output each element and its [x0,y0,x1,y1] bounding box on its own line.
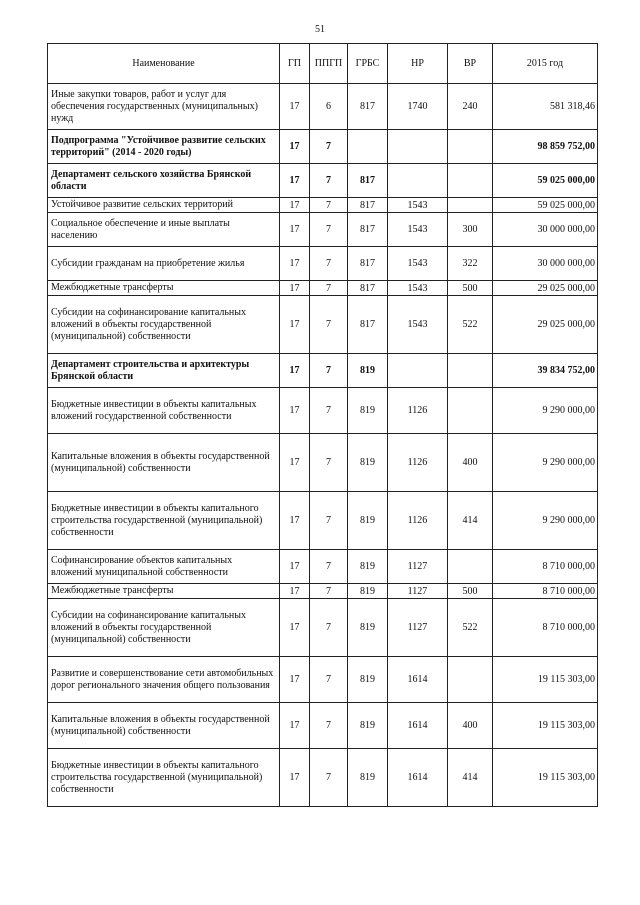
cell-ppgp: 7 [310,599,348,657]
table-header-row [48,44,598,84]
cell-vr: 414 [448,492,493,550]
cell-name: Бюджетные инвестиции в объекты капитального строительства государственной (муниципальной) собственности [48,492,280,550]
cell-amount: 59 025 000,00 [493,198,598,213]
cell-nr: 1740 [388,84,448,130]
cell-ppgp: 7 [310,703,348,749]
cell-nr: 1126 [388,492,448,550]
cell-name: Иные закупки товаров, работ и услуг для обеспечения государственных (муниципальных) нужд [48,84,280,130]
table-row [48,434,598,492]
cell-name: Устойчивое развитие сельских территорий [48,198,280,213]
cell-grbs [348,130,388,164]
cell-ppgp: 7 [310,492,348,550]
cell-vr: 500 [448,281,493,296]
cell-name: Бюджетные инвестиции в объекты капитальных вложений государственной собственности [48,388,280,434]
cell-vr: 414 [448,749,493,807]
cell-ppgp: 6 [310,84,348,130]
cell-grbs: 819 [348,703,388,749]
cell-grbs: 817 [348,281,388,296]
cell-nr: 1126 [388,388,448,434]
cell-gp: 17 [280,164,310,198]
column-header-amount: 2015 год [493,44,598,84]
cell-nr: 1543 [388,281,448,296]
cell-gp: 17 [280,584,310,599]
cell-amount: 8 710 000,00 [493,584,598,599]
cell-grbs: 817 [348,198,388,213]
table-row [48,354,598,388]
cell-amount: 581 318,46 [493,84,598,130]
cell-vr: 500 [448,584,493,599]
cell-gp: 17 [280,213,310,247]
cell-nr [388,130,448,164]
cell-grbs: 819 [348,584,388,599]
cell-grbs: 819 [348,388,388,434]
cell-name: Бюджетные инвестиции в объекты капитального строительства государственной (муниципальной) собственности [48,749,280,807]
cell-amount: 9 290 000,00 [493,434,598,492]
cell-amount: 59 025 000,00 [493,164,598,198]
page-number: 51 [315,24,325,35]
table-row [48,247,598,281]
cell-amount: 29 025 000,00 [493,296,598,354]
cell-vr: 240 [448,84,493,130]
cell-gp: 17 [280,388,310,434]
cell-name: Субсидии на софинансирование капитальных вложений в объекты государственной (муниципальной) собственности [48,296,280,354]
cell-name: Департамент сельского хозяйства Брянской области [48,164,280,198]
cell-grbs: 817 [348,296,388,354]
budget-table [47,43,598,807]
cell-vr: 322 [448,247,493,281]
column-header-gp: ГП [280,44,310,84]
cell-amount: 19 115 303,00 [493,657,598,703]
cell-vr [448,354,493,388]
cell-name: Подпрограмма "Устойчивое развитие сельских территорий" (2014 - 2020 годы) [48,130,280,164]
table-row [48,599,598,657]
cell-ppgp: 7 [310,281,348,296]
cell-nr [388,164,448,198]
table-row [48,703,598,749]
table-row [48,296,598,354]
cell-vr [448,550,493,584]
cell-gp: 17 [280,703,310,749]
cell-grbs: 819 [348,492,388,550]
cell-grbs: 817 [348,84,388,130]
cell-nr: 1543 [388,198,448,213]
cell-gp: 17 [280,130,310,164]
cell-nr: 1543 [388,296,448,354]
cell-ppgp: 7 [310,198,348,213]
cell-vr [448,130,493,164]
cell-ppgp: 7 [310,550,348,584]
cell-ppgp: 7 [310,130,348,164]
cell-name: Капитальные вложения в объекты государственной (муниципальной) собственности [48,434,280,492]
table-row [48,164,598,198]
table-row [48,749,598,807]
table-row [48,281,598,296]
cell-amount: 30 000 000,00 [493,247,598,281]
column-header-grbs: ГРБС [348,44,388,84]
cell-gp: 17 [280,599,310,657]
cell-gp: 17 [280,492,310,550]
cell-gp: 17 [280,354,310,388]
cell-amount: 8 710 000,00 [493,599,598,657]
cell-ppgp: 7 [310,213,348,247]
table-row [48,657,598,703]
cell-vr: 522 [448,599,493,657]
cell-amount: 19 115 303,00 [493,749,598,807]
cell-amount: 29 025 000,00 [493,281,598,296]
cell-gp: 17 [280,84,310,130]
cell-ppgp: 7 [310,354,348,388]
cell-vr [448,198,493,213]
table-row [48,492,598,550]
cell-amount: 8 710 000,00 [493,550,598,584]
cell-grbs: 819 [348,550,388,584]
cell-ppgp: 7 [310,434,348,492]
cell-vr [448,164,493,198]
table-row [48,550,598,584]
column-header-ppgp: ППГП [310,44,348,84]
cell-gp: 17 [280,434,310,492]
cell-name: Департамент строительства и архитектуры Брянской области [48,354,280,388]
cell-grbs: 819 [348,599,388,657]
table-row [48,198,598,213]
cell-gp: 17 [280,247,310,281]
cell-grbs: 819 [348,354,388,388]
cell-grbs: 819 [348,657,388,703]
cell-grbs: 819 [348,749,388,807]
cell-ppgp: 7 [310,247,348,281]
cell-vr [448,657,493,703]
cell-vr: 522 [448,296,493,354]
cell-amount: 39 834 752,00 [493,354,598,388]
cell-nr: 1614 [388,657,448,703]
cell-nr: 1614 [388,749,448,807]
cell-amount: 9 290 000,00 [493,388,598,434]
cell-vr: 400 [448,434,493,492]
table-row [48,213,598,247]
table-row [48,388,598,434]
cell-name: Софинансирование объектов капитальных вложений муниципальной собственности [48,550,280,584]
table-row [48,130,598,164]
cell-name: Социальное обеспечение и иные выплаты населению [48,213,280,247]
cell-grbs: 817 [348,213,388,247]
cell-ppgp: 7 [310,296,348,354]
cell-name: Межбюджетные трансферты [48,584,280,599]
cell-grbs: 817 [348,247,388,281]
column-header-name: Наименование [48,44,280,84]
cell-gp: 17 [280,296,310,354]
cell-ppgp: 7 [310,749,348,807]
cell-vr [448,388,493,434]
cell-name: Межбюджетные трансферты [48,281,280,296]
cell-ppgp: 7 [310,164,348,198]
cell-gp: 17 [280,198,310,213]
cell-ppgp: 7 [310,657,348,703]
cell-name: Субсидии гражданам на приобретение жилья [48,247,280,281]
table-row [48,84,598,130]
cell-name: Развитие и совершенствование сети автомобильных дорог регионального значения общего пользования [48,657,280,703]
cell-nr [388,354,448,388]
cell-ppgp: 7 [310,388,348,434]
cell-nr: 1127 [388,599,448,657]
cell-nr: 1543 [388,247,448,281]
cell-vr: 400 [448,703,493,749]
cell-nr: 1543 [388,213,448,247]
cell-nr: 1127 [388,550,448,584]
cell-ppgp: 7 [310,584,348,599]
cell-amount: 30 000 000,00 [493,213,598,247]
cell-vr: 300 [448,213,493,247]
cell-grbs: 817 [348,164,388,198]
column-header-vr: ВР [448,44,493,84]
cell-nr: 1126 [388,434,448,492]
cell-nr: 1614 [388,703,448,749]
cell-amount: 98 859 752,00 [493,130,598,164]
cell-amount: 9 290 000,00 [493,492,598,550]
cell-nr: 1127 [388,584,448,599]
column-header-nr: НР [388,44,448,84]
cell-name: Субсидии на софинансирование капитальных вложений в объекты государственной (муниципальной) собственности [48,599,280,657]
cell-gp: 17 [280,550,310,584]
cell-amount: 19 115 303,00 [493,703,598,749]
cell-gp: 17 [280,657,310,703]
table-row [48,584,598,599]
cell-gp: 17 [280,281,310,296]
cell-gp: 17 [280,749,310,807]
cell-grbs: 819 [348,434,388,492]
cell-name: Капитальные вложения в объекты государственной (муниципальной) собственности [48,703,280,749]
